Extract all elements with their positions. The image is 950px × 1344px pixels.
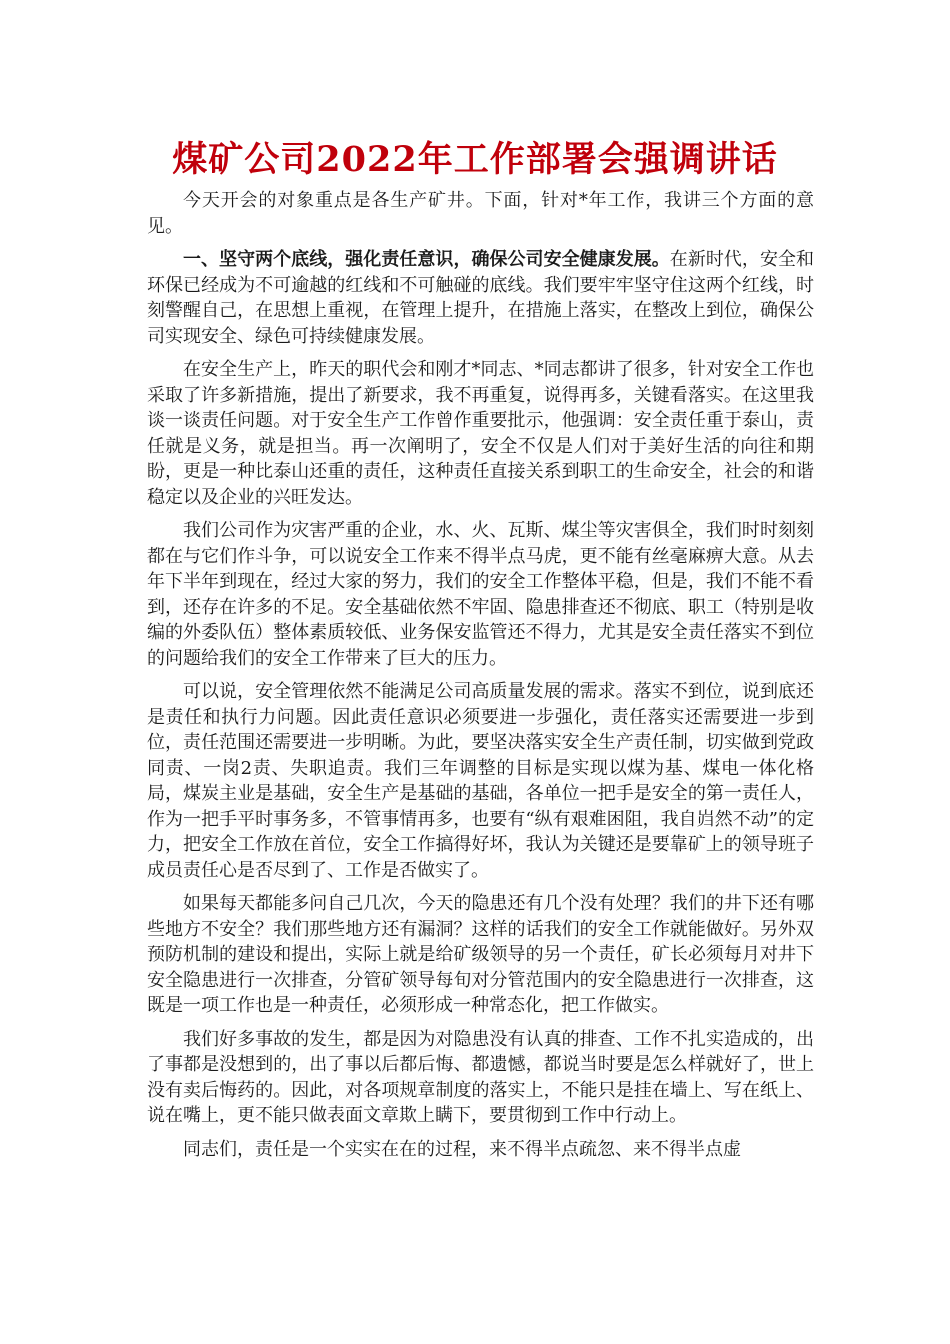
document-title: 煤矿公司2022年工作部署会强调讲话 xyxy=(172,139,778,180)
paragraph-heading: 一、坚守两个底线，强化责任意识，确保公司安全健康发展。 xyxy=(183,249,670,270)
paragraph-7 xyxy=(147,1027,814,1129)
paragraph-2 xyxy=(147,247,814,349)
paragraph-text: 我们好多事故的发生，都是因为对隐患没有认真的排查、工作不扎实造成的，出了事都是没想到的，出了事以后都后悔、都遗憾，都说当时要是怎么样就好了，世上没有卖后悔药的。因此，对各项规章制度的落实上，不能只是挂在墙上、写在纸上、说在嘴上，更不能只做表面文章欺上瞒下，要贯彻到工作中行动上。 xyxy=(147,1028,814,1126)
paragraph-5 xyxy=(147,679,814,883)
paragraph-text: 在安全生产上，昨天的职代会和刚才*同志、*同志都讲了很多，针对安全工作也采取了许多新措施，提出了新要求，我不再重复，说得再多，关键看落实。在这里我谈一谈责任问题。对于安全生产工作曾作重要批示，他强调：安全责任重于泰山，责任就是义务，就是担当。再一次阐明了，安全不仅是人们对于美好生活的向往和期盼，更是一种比泰山还重的责任，这种责任直接关系到职工的生命安全，社会的和谐稳定以及企业的兴旺发达。 xyxy=(147,359,814,508)
paragraph-8 xyxy=(147,1137,814,1163)
paragraph-text: 我们公司作为灾害严重的企业，水、火、瓦斯、煤尘等灾害俱全，我们时时刻刻都在与它们作斗争，可以说安全工作来不得半点马虎，更不能有丝毫麻痹大意。从去年下半年到现在，经过大家的努力，我们的安全工作整体平稳，但是，我们不能不看到，还存在许多的不足。安全基础依然不牢固、隐患排查还不彻底、职工（特别是收编的外委队伍）整体素质较低、业务保安监管还不得力，尤其是安全责任落实不到位的问题给我们的安全工作带来了巨大的压力。 xyxy=(147,520,814,669)
paragraph-1 xyxy=(147,188,814,239)
paragraph-text: 今天开会的对象重点是各生产矿井。下面，针对*年工作，我讲三个方面的意见。 xyxy=(147,190,814,237)
paragraph-text: 可以说，安全管理依然不能满足公司高质量发展的需求。落实不到位，说到底还是责任和执行力问题。因此责任意识必须要进一步强化，责任落实还需要进一步到位，责任范围还需要进一步明晰。为此，要坚决落实安全生产责任制，切实做到党政同责、一岗2责、失职追责。我们三年调整的目标是实现以煤为基、煤电一体化格局，煤炭主业是基础，安全生产是基础的基础，各单位一把手是安全的第一责任人，作为一把手平时事务多，不管事情再多，也要有“纵有艰难困阻，我自岿然不动”的定力，把安全工作放在首位，安全工作搞得好坏，我认为关键还是要靠矿上的领导班子成员责任心是否尽到了、工作是否做实了。 xyxy=(147,681,814,881)
paragraph-3 xyxy=(147,357,814,510)
document-body xyxy=(147,188,814,1170)
paragraph-4 xyxy=(147,518,814,671)
paragraph-text: 同志们，责任是一个实实在在的过程，来不得半点疏忽、来不得半点虚 xyxy=(183,1138,741,1160)
paragraph-text: 如果每天都能多问自己几次，今天的隐患还有几个没有处理？我们的井下还有哪些地方不安全？我们那些地方还有漏洞？这样的话我们的安全工作就能做好。另外双预防机制的建设和提出，实际上就是给矿级领导的另一个责任，矿长必须每月对井下安全隐患进行一次排查，分管矿领导每旬对分管范围内的安全隐患进行一次排查，这既是一项工作也是一种责任，必须形成一种常态化，把工作做实。 xyxy=(147,893,814,1016)
paragraph-6 xyxy=(147,891,814,1019)
paragraph-text: 在新时代，安全和环保已经成为不可逾越的红线和不可触碰的底线。我们要牢牢坚守住这两个红线，时刻警醒自己，在思想上重视，在管理上提升，在措施上落实，在整改上到位，确保公司实现安全、绿色可持续健康发展。 xyxy=(147,249,815,347)
